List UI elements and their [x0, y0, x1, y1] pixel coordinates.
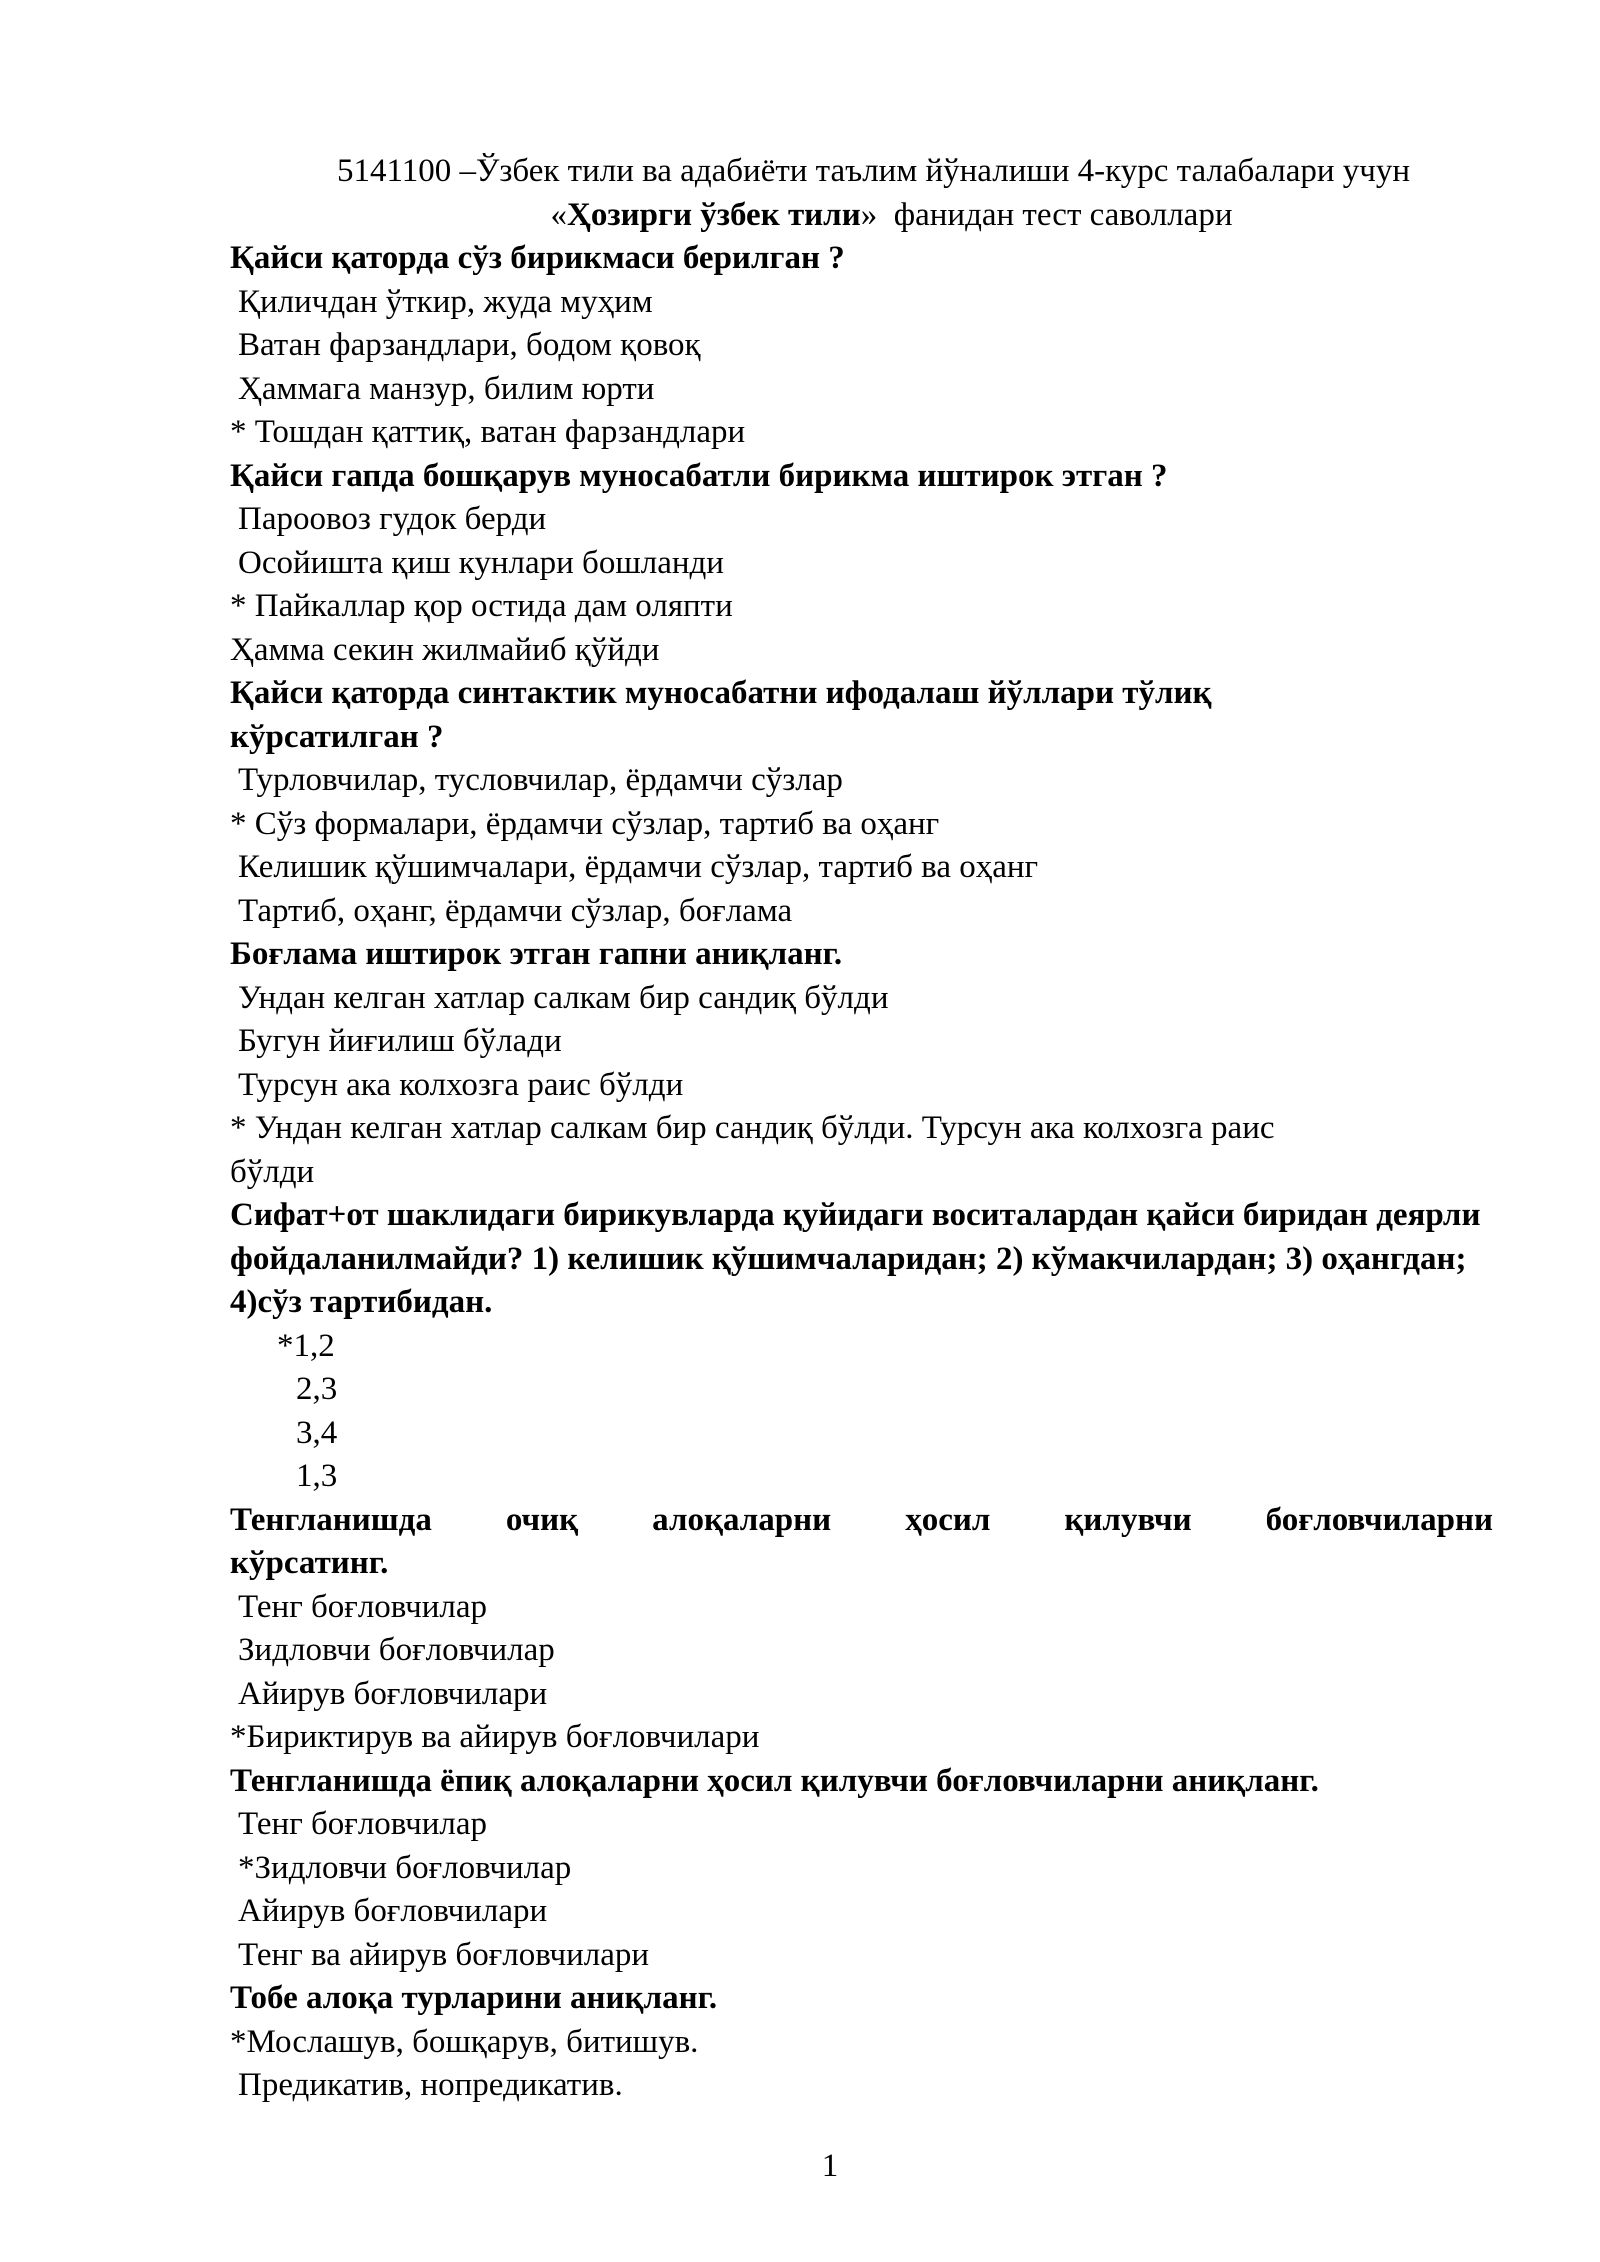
title-line-2: [230, 194, 1493, 238]
question-6-option-2: Зидловчи боғловчилар: [238, 1632, 555, 1668]
question-3-answer: * Сўз формалари, ёрдамчи сўзлар, тартиб ва оҳанг: [230, 805, 940, 842]
question-6-line-2: кўрсатинг.: [230, 1545, 389, 1581]
document-title: [230, 150, 1493, 237]
question-3-line-1: Қайси қаторда синтактик муносабатни ифодалаш йўллари тўлиқ: [230, 675, 1212, 711]
question-8-option-2: Предикатив, нопредикатив.: [238, 2067, 623, 2103]
page-number: 1: [821, 2148, 839, 2184]
title-line-1: 5141100 –Ўзбек тили ва адабиёти таълим йўналиши 4-курс талабалари учун: [336, 153, 1411, 189]
question-3-option-4: Тартиб, оҳанг, ёрдамчи сўзлар, боғлама: [238, 892, 793, 929]
question-4-option-1: Ундан келган хатлар салкам бир сандиқ бўлди: [238, 979, 889, 1016]
question-5: Сифат+от шаклидаги бирикувларда қуйидаги воситалардан қайси биридан деярли фойдаланилмайди? 1) келишик қўшимчаларидан; 2) кўмакчилардан; 3) оҳангдан; 4)сўз тартибидан.: [230, 1197, 1481, 1320]
question-5-option-2: 2,3: [296, 1371, 338, 1407]
question-2-option-4: Ҳамма секин жилмайиб қўйди: [230, 631, 660, 668]
question-1-option-1: Қиличдан ўткир, жуда муҳим: [238, 283, 653, 320]
question-1: Қайси қаторда сўз бирикмаси берилган ?: [230, 240, 845, 276]
document-page: [230, 150, 1493, 2108]
question-8: Тобе алоқа турларини аниқланг.: [230, 1980, 718, 2016]
question-6: [230, 1499, 1493, 1586]
question-3-option-3: Келишик қўшимчалари, ёрдамчи сўзлар, тартиб ва оҳанг: [238, 849, 1039, 885]
title-line-2-rest: фанидан тест саволлари: [877, 196, 1233, 233]
question-6-option-1: Тенг боғловчилар: [238, 1588, 487, 1625]
question-5-answer: *1,2: [277, 1327, 335, 1364]
close-quote: »: [860, 196, 878, 233]
question-7-option-4: Тенг ва айирув боғловчилари: [238, 1936, 650, 1973]
question-4-answer-line-1: * Ундан келган хатлар салкам бир сандиқ бўлди. Турсун ака колхозга раис: [230, 1110, 1275, 1146]
question-2-option-2: Осойишта қиш кунлари бошланди: [238, 544, 724, 581]
question-8-answer: *Мослашув, бошқарув, битишув.: [230, 2023, 699, 2060]
question-7-answer: *Зидловчи боғловчилар: [238, 1849, 572, 1886]
question-2: Қайси гапда бошқарув муносабатли бирикма иштирок этган ?: [230, 457, 1168, 494]
question-4-option-3: Турсун ака колхозга раис бўлди: [238, 1066, 684, 1103]
question-1-answer: * Тошдан қаттиқ, ватан фарзандлари: [230, 414, 746, 450]
question-1-option-3: Ҳаммага манзур, билим юрти: [238, 370, 655, 407]
question-2-answer: * Пайкаллар қор остида дам оляпти: [230, 588, 733, 624]
question-4-answer-line-2: бўлди: [230, 1153, 315, 1190]
question-5-option-4: 1,3: [296, 1458, 338, 1494]
question-7-option-3: Айирув боғловчилари: [238, 1893, 548, 1929]
question-6-option-3: Айирув боғловчилари: [238, 1675, 548, 1712]
question-2-option-1: Пароовоз гудок берди: [238, 501, 547, 537]
question-7: Тенгланишда ёпиқ алоқаларни ҳосил қилувчи боғловчиларни аниқланг.: [230, 1762, 1319, 1799]
question-5-option-3: 3,4: [296, 1414, 338, 1451]
question-6-line-1: Тенгланишда очиқ алоқаларни ҳосил қилувчи боғловчиларни: [230, 1501, 1493, 1538]
question-1-option-2: Ватан фарзандлари, бодом қовоқ: [238, 327, 701, 363]
question-3: [230, 672, 1493, 759]
question-7-option-1: Тенг боғловчилар: [238, 1806, 487, 1842]
question-4: Боғлама иштирок этган гапни аниқланг.: [230, 936, 843, 972]
subject-name: Ҳозирги ўзбек тили: [567, 196, 861, 233]
question-3-line-2: кўрсатилган ?: [230, 718, 444, 755]
question-3-option-1: Турловчилар, тусловчилар, ёрдамчи сўзлар: [238, 762, 843, 798]
question-4-option-2: Бугун йиғилиш бўлади: [238, 1023, 562, 1059]
open-quote: «: [550, 196, 568, 233]
question-6-answer: *Бириктирув ва айирув боғловчилари: [230, 1719, 760, 1755]
